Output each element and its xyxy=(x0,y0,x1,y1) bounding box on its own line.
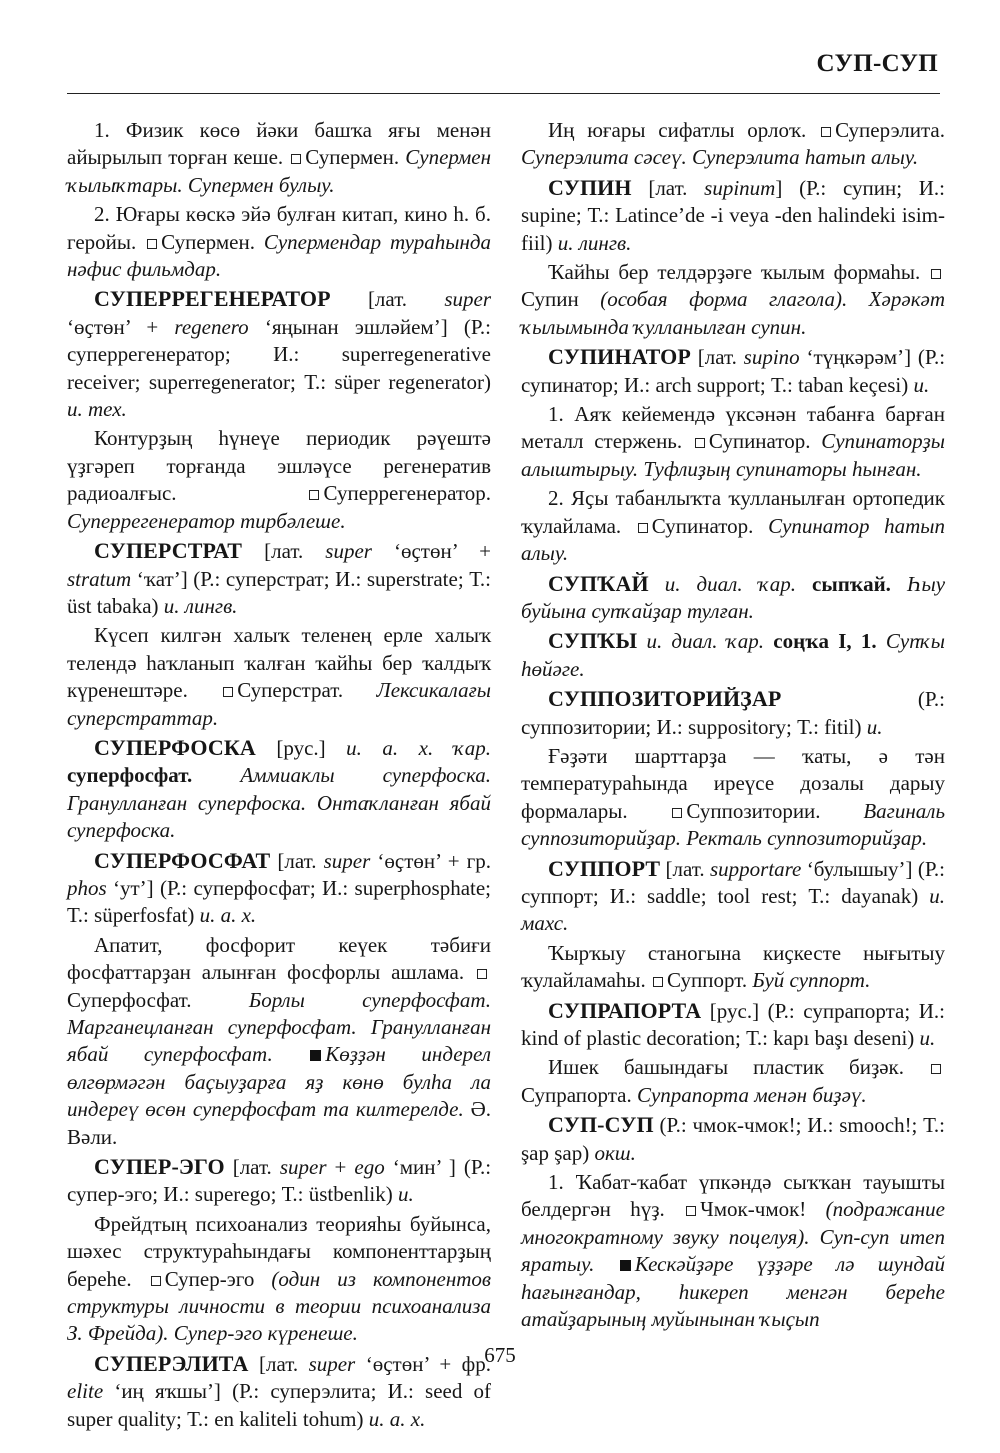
grammar-label: и. xyxy=(919,1026,936,1050)
example: Суперэлита сәсеү. Суперэлита һатып алыу. xyxy=(521,145,919,170)
etymon: super xyxy=(323,848,371,873)
white-square-icon xyxy=(477,969,487,979)
text-run: [лат. xyxy=(258,1351,299,1376)
etymon: super xyxy=(444,287,491,312)
text-run: Чмок-чмок! xyxy=(700,1197,807,1222)
entry-sup-sup xyxy=(521,1111,945,1167)
text-run: Супрапорта. xyxy=(521,1082,632,1107)
entry-support xyxy=(521,855,945,938)
text-run: Супер-эго xyxy=(164,1266,255,1291)
grammar-label: и. а. х. xyxy=(199,903,257,928)
running-head: СУП-СУП xyxy=(816,50,938,77)
white-square-icon xyxy=(291,154,301,164)
white-square-icon xyxy=(151,1276,161,1286)
text-run: 1. Аяҡ кейемендә үксәнән табанға барған металл стержень. xyxy=(521,402,945,454)
grammar-label: и. а. х. xyxy=(368,1406,426,1431)
black-square-icon xyxy=(620,1260,631,1271)
cross-reference: сыпҡай. xyxy=(812,571,891,596)
definition xyxy=(521,743,945,853)
example: Һыу буйына супҡайҙар тулған. xyxy=(521,571,946,623)
quotation: Кескәйҙәре үҙҙәре лә шундай һағынғандар, һикереп менгән береһе атайҙарының муйынынан ҡыҫып xyxy=(521,1252,945,1332)
white-square-icon xyxy=(686,1206,696,1216)
page-number: 675 xyxy=(484,1343,516,1367)
definition xyxy=(67,1211,491,1348)
entry-superfoska xyxy=(67,734,491,845)
text-run: ‘түңкәрәм’] (Р.: супинатор; И.: arch support; Т.: taban keçesi) xyxy=(521,345,946,397)
text-run: ‘иң яҡшы’] (Р.: суперэлита; И.: seed of super quality; Т.: en kaliteli tohum) xyxy=(67,1379,491,1431)
text-run: Ҡырҡыу станогына киҫкесте нығытыу ҡулайламаһы. xyxy=(521,940,945,993)
text-run: (Р.: суппозитории; И.: suppository; Т.: fitil) xyxy=(521,687,945,739)
text-run: Супермен. xyxy=(305,145,400,170)
example: Супермендар тураһында нәфис фильмдар. xyxy=(67,229,491,282)
grammar-label: и. xyxy=(397,1182,414,1207)
quotation: Көҙҙән индерел өлгөрмәгән баҫыуҙарға яҙ көнө булһа ла индереү өсөн суперфосфат та килтерелде. xyxy=(67,1042,491,1122)
etymon: supportare xyxy=(709,856,802,881)
text-run: ‘өҫтөн’ + фр. xyxy=(365,1351,492,1376)
etymon: super xyxy=(325,539,372,564)
example: Вагиналь суппозиторийҙар. Ректаль суппозиторийҙар. xyxy=(521,798,946,851)
entry-super-ego xyxy=(67,1153,491,1209)
text-run: ‘булышыу’] (Р.: суппорт; И.: saddle; tool rest; Т.: dayanak) xyxy=(521,856,946,908)
white-square-icon xyxy=(638,523,648,533)
example: (подражание многократному звуку поцелуя). Суп-суп итеп яратыу. xyxy=(521,1197,945,1277)
text-run: [рус.] xyxy=(276,735,326,760)
text-run: [лат. xyxy=(648,175,688,200)
text-run: 1. Физик көсө йәки башҡа яғы менән айырылып торған кеше. xyxy=(67,118,491,170)
text-run: ‘ут’] (Р.: суперфосфат; И.: superphosphate; Т.: süperfosfat) xyxy=(67,875,492,928)
text-run: Фрейдтың психоанализ теорияһы буйынса, шәхес структураһындағы компоненттарҙың береһе. xyxy=(67,1211,491,1291)
sense-2 xyxy=(67,201,491,283)
text-run: 2. Яҫы табанлыҡта ҡулланылған ортопедик ҡулайлама. xyxy=(521,486,945,538)
text-run: Супермен. xyxy=(161,229,255,254)
white-square-icon xyxy=(147,239,157,249)
etymon: supino xyxy=(743,345,800,370)
text-run: Суппозитории. xyxy=(686,798,821,823)
text-run: Иң юғары сифатлы орлоҡ. xyxy=(548,118,807,142)
example: Аммиаклы суперфоска. Гранулланған суперфоска. Онтаҡланған ябай суперфоска. xyxy=(67,763,491,843)
definition xyxy=(521,259,945,341)
etymon: elite xyxy=(67,1379,104,1404)
text-run: [лат. xyxy=(697,345,737,370)
headword: СУПИН xyxy=(548,174,632,200)
text-run: [рус.] (Р.: супрапорта; И.: kind of plastic decoration; Т.: kapı başı deseni) xyxy=(521,998,945,1050)
text-run: ‘өҫтөн’ + xyxy=(67,314,159,339)
definition xyxy=(67,932,491,1151)
left-column xyxy=(67,117,491,1435)
example: Супермен ҡылыҡтары. Супермен булыу. xyxy=(67,145,491,197)
grammar-label: и. лингв. xyxy=(163,593,238,618)
headword: СУПЕРРЕГЕНЕРАТОР xyxy=(94,286,331,312)
text-run: [лат. xyxy=(232,1155,272,1180)
etymon: stratum xyxy=(67,566,132,591)
grammar-label: и. xyxy=(913,372,930,397)
text-run: Ғәҙәти шарттарҙа — ҡаты, ә тән температураһында иреүсе дозалы дарыу формалары. xyxy=(521,743,945,823)
example: Лексикалағы суперстраттар. xyxy=(67,678,491,730)
etymon: super xyxy=(279,1155,327,1180)
definition xyxy=(521,940,945,995)
example: Борлы суперфосфат. Марганецланған суперфосфат. Гранулланған ябай суперфосфат. xyxy=(67,987,491,1067)
white-square-icon xyxy=(309,490,319,500)
cross-reference: суперфосфат. xyxy=(67,763,193,788)
sense-1 xyxy=(67,117,491,199)
example: Буй суппорт. xyxy=(752,968,871,993)
etymon: regenero xyxy=(174,314,249,339)
example: Суперрегенератор тирбәлеше. xyxy=(67,508,346,533)
text-run: + xyxy=(334,1155,347,1180)
entry-superregenerator xyxy=(67,285,491,423)
sense-1 xyxy=(521,1169,945,1333)
headword: СУПЕР-ЭГО xyxy=(94,1154,225,1180)
definition xyxy=(521,117,945,172)
quotation-author: Ә. Вәли. xyxy=(67,1097,492,1149)
header-rule xyxy=(67,93,940,94)
text-run: Контурҙың һүнеүе периодик рәүештә үҙгәреп торғанда эшләүсе регенератив радиоалғыс. xyxy=(67,426,491,506)
etymon: supinum xyxy=(704,175,776,200)
text-run: (Р.: чмок-чмок!; И.: smooch!; Т.: şap şap) xyxy=(521,1113,945,1165)
white-square-icon xyxy=(931,269,941,279)
white-square-icon xyxy=(653,977,663,987)
text-run: ‘өҫтөн’ + xyxy=(393,539,492,564)
text-run: [лат. xyxy=(367,287,408,312)
example: Супҡы һөйәге. xyxy=(521,629,945,681)
entry-supraporta xyxy=(521,997,945,1053)
text-run: ‘өҫтөн’ + гр. xyxy=(377,848,492,873)
text-run: Супинатор. xyxy=(651,513,754,538)
definition xyxy=(67,425,491,535)
entry-suppozitoriyzar xyxy=(521,685,945,741)
text-run: Суперстрат. xyxy=(237,678,344,703)
text-run: ‘ҡат’] (Р.: суперстрат; И.: superstrate; Т.: üst tabaka) xyxy=(67,566,492,618)
text-run: Супинатор. xyxy=(708,429,811,454)
text-run: Ҡайһы бер телдәрҙәге ҡылым формаһы. xyxy=(548,260,921,285)
grammar-label: и. диал. ҡар. xyxy=(664,571,796,596)
white-square-icon xyxy=(223,687,233,697)
white-square-icon xyxy=(931,1064,941,1074)
etymon: super xyxy=(308,1351,356,1376)
sense-2 xyxy=(521,485,945,567)
grammar-label: окш. xyxy=(594,1140,636,1165)
text-run: [лат. xyxy=(665,856,705,881)
entry-superfosfat xyxy=(67,847,491,930)
right-column xyxy=(521,117,945,1335)
grammar-label: и. диал. ҡар. xyxy=(646,629,765,654)
grammar-label: и. тех. xyxy=(67,397,127,422)
white-square-icon xyxy=(695,438,705,448)
headword: СУПЕРЭЛИТА xyxy=(94,1350,249,1376)
text-run: Суперфосфат. xyxy=(67,987,192,1012)
text-run: [лат. xyxy=(264,539,304,564)
text-run: ] (Р.: супин; И.: supine; Т.: Latince’de -i veya -den halindeki isim-fiil) xyxy=(521,175,946,255)
etymon: phos xyxy=(67,875,107,900)
headword: СУПҠАЙ xyxy=(548,570,649,596)
cross-reference: соңҡа I, 1. xyxy=(773,629,877,654)
text-run: 1. Ҡабат-ҡабат үпкәндә сыҡҡан тауышты белдергән һүҙ. xyxy=(521,1170,945,1222)
grammar-label: и. xyxy=(866,714,883,739)
text-run: Апатит, фосфорит кеүек тәбиғи фосфаттарҙан алынған фосфорлы ашлама. xyxy=(67,932,491,985)
definition xyxy=(521,1054,945,1109)
example: (особая форма глагола). Хәрәкәт ҡылымында ҡулланылған супин. xyxy=(521,287,946,339)
text-run: Супин xyxy=(521,287,579,312)
grammar-label: и. махс. xyxy=(521,883,946,936)
text-run: 2. Юғары көскә эйә булған китап, кино һ. б. геройы. xyxy=(67,202,491,254)
example: (один из компонентов структуры личности в теории психоанализа З. Фрейда). Супер-эго күренеше. xyxy=(67,1266,492,1346)
entry-supin xyxy=(521,174,945,257)
entry-superstrat xyxy=(67,537,491,620)
entry-supky xyxy=(521,627,945,683)
headword: СУПЕРФОСКА xyxy=(94,734,256,760)
white-square-icon xyxy=(821,127,831,137)
entry-supkay xyxy=(521,570,945,626)
text-run: ‘мин’ ] (Р.: супер-эго; И.: superego; Т.: üstbenlik) xyxy=(67,1155,492,1207)
entry-supinator xyxy=(521,343,945,399)
text-run: Суперэлита. xyxy=(835,118,945,142)
sense-1 xyxy=(521,401,945,483)
example: Супрапорта менән биҙәү. xyxy=(636,1082,867,1107)
example: Супинатор һатып алыу. xyxy=(521,513,945,566)
text-run: Суппорт. xyxy=(667,968,748,993)
headword: СУППОЗИТОРИЙҘАР xyxy=(548,686,782,712)
grammar-label: и. лингв. xyxy=(557,230,632,255)
definition xyxy=(67,622,491,732)
text-run: Суперрегенератор. xyxy=(323,481,491,506)
text-run: ‘яңынан эшләйем’] (Р.: суперрегенератор; И.: superregenerative receiver; superregenerator; Т.: süper regenerator) xyxy=(67,314,492,394)
text-run: [лат. xyxy=(277,848,317,873)
grammar-label: и. а. х. ҡар. xyxy=(346,735,492,760)
headword: СУПЕРФОСФАТ xyxy=(94,847,271,873)
black-square-icon xyxy=(310,1050,321,1061)
example: Супинаторҙы алыштырыу. Туфлиҙың супинаторы һынған. xyxy=(521,429,946,481)
text-run: Ишек башындағы пластик биҙәк. xyxy=(548,1055,905,1080)
etymon: ego xyxy=(354,1155,385,1180)
headword: СУПҠЫ xyxy=(548,628,638,654)
headword: СУП-СУП xyxy=(548,1112,654,1138)
headword: СУПЕРСТРАТ xyxy=(94,538,243,564)
white-square-icon xyxy=(672,808,682,818)
headword: СУПРАПОРТА xyxy=(548,997,702,1023)
text-run: Күсеп килгән халыҡ теленең ерле халыҡ телендә һаҡланып ҡалған ҡайһы бер ҡалдыҡ күренештәре. xyxy=(67,623,491,703)
headword: СУПИНАТОР xyxy=(548,344,691,370)
headword: СУППОРТ xyxy=(548,855,661,881)
